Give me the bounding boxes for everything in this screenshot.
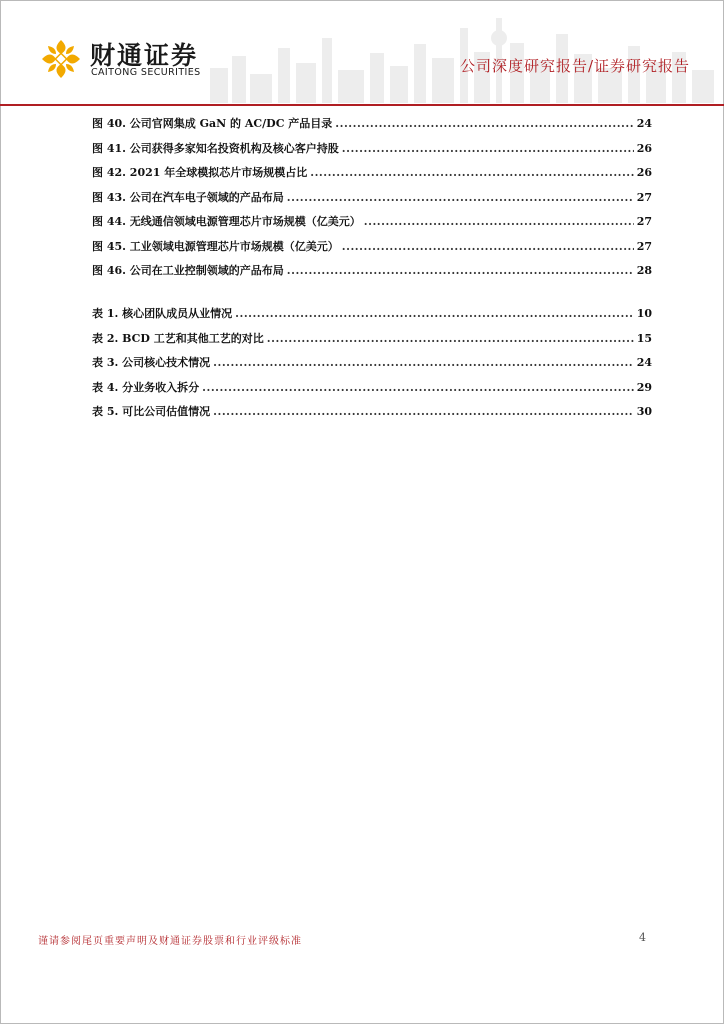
toc-entry-table-1[interactable] — [92, 305, 652, 330]
toc-entry-page: 26 — [636, 166, 652, 179]
toc-entry-page: 15 — [636, 331, 652, 345]
toc-entry-page: 27 — [636, 190, 652, 204]
page-number: 4 — [639, 931, 646, 944]
toc-leader-dots — [267, 332, 634, 345]
toc-entry-label: 图 44. 无线通信领域电源管理芯片市场规模（亿美元） — [92, 215, 361, 228]
toc-entry-page: 30 — [636, 405, 652, 418]
toc-entry-figure-46[interactable] — [92, 262, 652, 287]
toc-entry-page: 29 — [636, 380, 652, 394]
toc-entry-label: 图 42. 2021 年全球模拟芯片市场规模占比 — [92, 166, 308, 179]
toc-entry-figure-44[interactable] — [92, 213, 652, 238]
toc-leader-dots — [310, 166, 633, 179]
figure-toc-list — [92, 115, 652, 287]
toc-entry-label: 表 5. 可比公司估值情况 — [92, 405, 211, 418]
toc-entry-page: 10 — [636, 307, 652, 320]
toc-entry-table-2[interactable] — [92, 330, 652, 355]
toc-entry-label: 图 46. 公司在工业控制领域的产品布局 — [92, 264, 284, 277]
toc-entry-figure-42[interactable] — [92, 164, 652, 189]
toc-leader-dots — [202, 381, 634, 394]
logo-english-name: CAITONG SECURITIES — [91, 67, 201, 78]
report-type-title: 公司深度研究报告/证券研究报告 — [459, 57, 690, 75]
toc-entry-page: 24 — [636, 356, 652, 369]
footer-disclaimer: 谨请参阅尾页重要声明及财通证券股票和行业评级标准 — [38, 936, 302, 947]
toc-entry-page: 26 — [636, 141, 652, 155]
toc-leader-dots — [342, 240, 634, 253]
toc-entry-label: 图 41. 公司获得多家知名投资机构及核心客户持股 — [92, 141, 339, 155]
toc-entry-page: 27 — [636, 215, 652, 228]
toc-entry-label: 表 1. 核心团队成员从业情况 — [92, 307, 233, 320]
toc-leader-dots — [342, 142, 634, 155]
toc-entry-page: 24 — [636, 117, 652, 130]
logo-chinese-name: 财通证券 — [90, 41, 199, 70]
toc-leader-dots — [235, 307, 634, 320]
toc-entry-label: 图 40. 公司官网集成 GaN 的 AC/DC 产品目录 — [92, 117, 333, 130]
caitong-logo-icon — [40, 38, 82, 80]
toc-entry-figure-45[interactable] — [92, 238, 652, 263]
toc-entry-label: 表 4. 分业务收入拆分 — [92, 380, 200, 394]
toc-entry-table-3[interactable] — [92, 354, 652, 379]
toc-entry-page: 27 — [636, 239, 652, 253]
toc-entry-label: 图 45. 工业领域电源管理芯片市场规模（亿美元） — [92, 239, 339, 253]
toc-entry-label: 图 43. 公司在汽车电子领域的产品布局 — [92, 190, 284, 204]
toc-entry-label: 表 3. 公司核心技术情况 — [92, 356, 211, 369]
toc-entry-figure-43[interactable] — [92, 189, 652, 214]
toc-entry-table-5[interactable] — [92, 403, 652, 428]
toc-entry-page: 28 — [636, 264, 652, 277]
toc-leader-dots — [287, 191, 634, 204]
toc-leader-dots — [364, 215, 634, 228]
toc-leader-dots — [213, 356, 634, 369]
table-toc-list — [92, 305, 652, 428]
page-header — [0, 0, 724, 108]
toc-leader-dots — [287, 264, 634, 277]
toc-leader-dots — [213, 405, 634, 418]
header-divider — [0, 104, 724, 106]
toc-entry-figure-41[interactable] — [92, 140, 652, 165]
toc-entry-table-4[interactable] — [92, 379, 652, 404]
toc-leader-dots — [335, 117, 633, 130]
toc-entry-label: 表 2. BCD 工艺和其他工艺的对比 — [92, 331, 264, 345]
toc-entry-figure-40[interactable] — [92, 115, 652, 140]
